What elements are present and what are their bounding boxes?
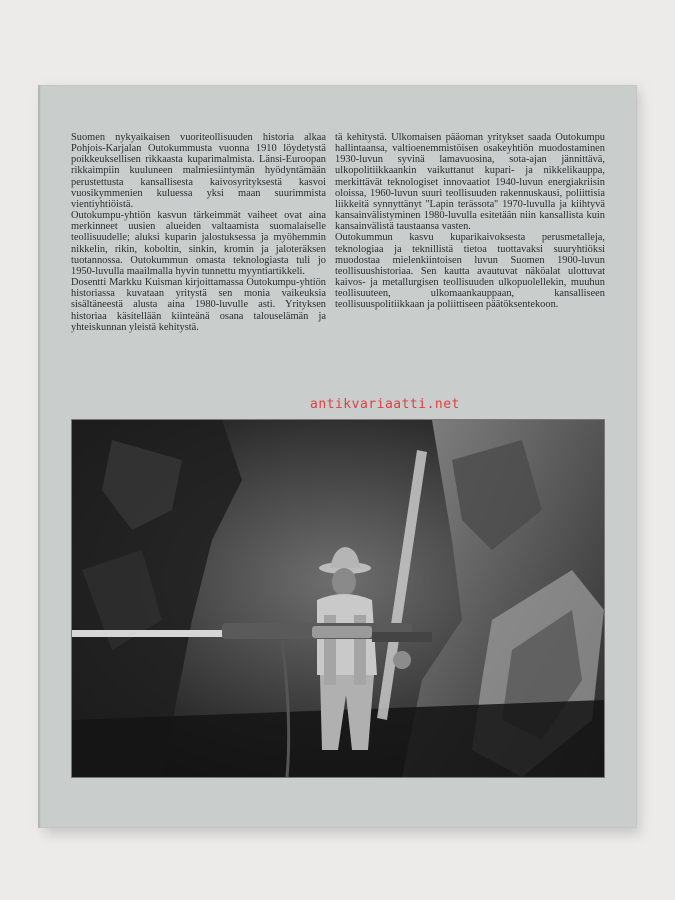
- blurb-paragraph: Outokumpu-yhtiön kasvun tärkeimmät vaiheet ovat aina merkinneet uusien alueiden valtaamista suomalaiselle teollisuudelle; aluksi kuparin jalostuksessa ja myöhemmin nikkelin, rikin, koboltin, sinkin, kromin ja jaloteräksen tuotannossa. Outokummun omasta teknologiasta tuli jo 1950-luvulla maailmalla hyvin tunnettu myyntiartikkeli.: [71, 210, 326, 277]
- blurb-paragraph: Suomen nykyaikaisen vuoriteollisuuden historia alkaa Pohjois-Karjalan Outokummusta vuonna 1910 löydetystä poikkeuksellisen rikkaasta kuparimalmista. Länsi-Euroopan rikkaimpiin kuuluneen malmiesiintymän hyödyntämään perustettusta kansallisesta kaivosyrityksestä kasvoi vuosikymmenien kuluessa yksi maan suurimmista vientiyhtiöistä.: [71, 132, 326, 210]
- book-back-cover: [38, 85, 637, 828]
- miner-drilling-photo: [72, 420, 604, 777]
- blurb-paragraph: tä kehitystä. Ulkomaisen pääoman yritykset saada Outokumpu hallintaansa, valtioenemmistöisen osakeyhtiön muodostaminen 1930-luvun syvinä lamavuosina, sota-ajan jännittävä, ulkopolitiikkaankin vaikuttanut kupari- ja nikkelikauppa, merkittävät teknologiset innovaatiot 1940-luvun energiakriisin oloissa, 1960-luvun suuri teollisuuden rakennuskausi, poliittisia liikkeitä synnyttänyt ''Lapin terässota'' 1970-luvulla ja kiihtyvä kansainvälistyminen 1980-luvulla esitetään niin kansallista kuin kansainvälistä taustaansa vasten.: [335, 132, 605, 233]
- blurb-column-right: [335, 132, 605, 311]
- watermark-text: antikvariaatti.net: [310, 397, 460, 412]
- blurb-paragraph: Outokummun kasvu kuparikaivoksesta perusmetalleja, teknologiaa ja teknillistä tietoa tuottavaksi suuryhtiöksi muodostaa mielenkiintoisen luvun Suomen 1900-luvun teollisuushistoriaa. Sen kautta avautuvat näköalat ulottuvat kaivos- ja metallurgisen teollisuuden ulkopuolellekin, muuhun teollisuuteen, ulkomaankauppaan, kansalliseen teollisuuspolitiikkaan ja poliittiseen päätöksentekoon.: [335, 232, 605, 311]
- blurb-paragraph: Dosentti Markku Kuisman kirjoittamassa Outokumpu-yhtiön historiassa kuvataan yritystä sen monia vaikeuksia sisältäneestä alusta aina 1980-luvulle asti. Yrityksen historiaa käsitellään kiinteänä osana talouselämän ja yhteiskunnan yleistä kehitystä.: [71, 277, 326, 333]
- blurb-column-left: [71, 132, 326, 333]
